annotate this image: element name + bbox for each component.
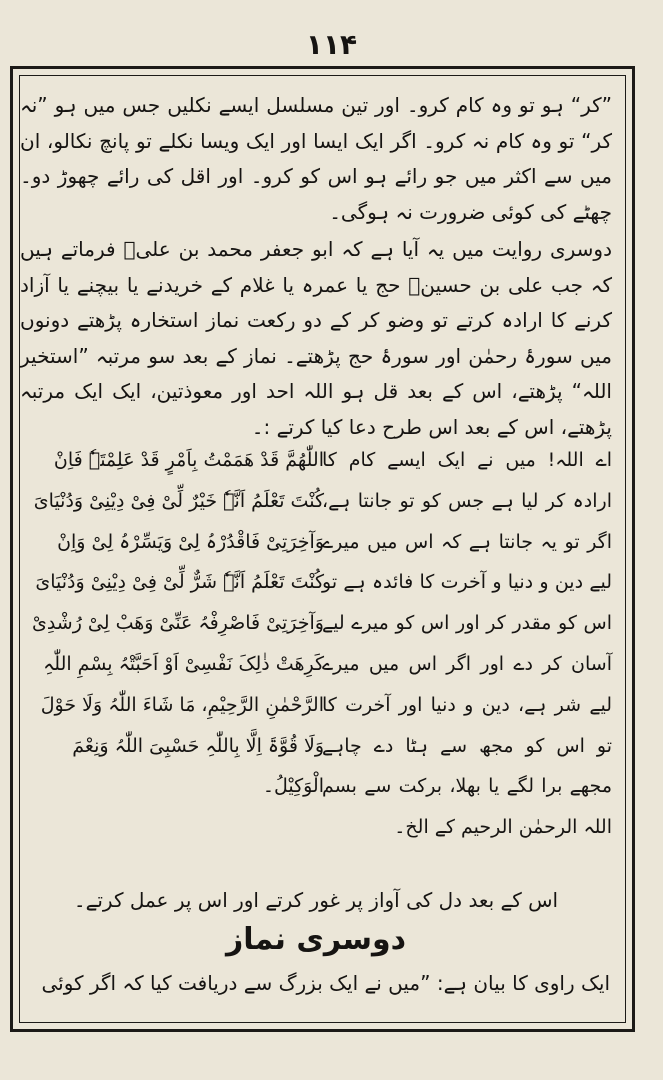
paragraph-istikhara-rule: ”کر“ ہو تو وہ کام کرو۔ اور تین مسلسل ایسے نکلیں جس میں ہو ”نہ کر“ تو وہ کام نہ کرو۔ اگر ایک ایسا اور ایک ویسا نکلے تو پانچ نکالو، ان میں سے اکثر میں جو رائے ہو اس کو کرو۔ اور اقل کی رائے چھوڑ دو۔ چھٹے کی کوئی ضرورت نہ ہوگی۔ — [20, 93, 612, 224]
paragraph-second-narration: دوسری روایت میں یہ آیا ہے کہ ابو جعفر محمد بن علیؓ فرماتے ہیں کہ جب علی بن حسینؓ حج یا عمرہ یا غلام کے خریدنے یا بیچنے یا آزاد کرنے کا ارادہ کرتے تو وضو کر کے دو رکعت نماز استخارہ پڑھتے دونوں میں سورۂ رحمٰن اور سورۂ حج پڑھتے۔ نماز کے بعد سو مرتبہ ”استخیر اللہ“ پڑھتے، اس کے بعد قل ہو اللہ احد اور معوذتین، ایک ایک مرتبہ پڑھتے، اس کے بعد اس طرح دعا کیا کرتے :۔ — [20, 237, 612, 439]
urdu-translation-text: اے اللہ! میں نے ایک ایسے کام کا ارادہ کر لیا ہے جس کو تو جانتا ہے، اگر تو یہ جانتا ہے کہ اس میں میرے لیے دین و دنیا و آخرت کا فائدہ ہے تو اس کو مقدر کر اور اس کو میرے لیے آسان کر دے اور اگر اس میں میرے لیے شر ہے، دین و دنیا اور آخرت کا تو اس کو مجھ سے ہٹا دے چاہے مجھے برا لگے یا بھلا، برکت سے بسم اللہ الرحمٰن الرحیم کے الخ۔ — [322, 449, 612, 839]
closing-line: اس کے بعد دل کی آواز پر غور کرتے اور اس پر عمل کرتے۔ — [73, 888, 559, 912]
page-number: ۱۱۴ — [305, 28, 358, 61]
arabic-dua-text: اللّٰھُمَّ قَدْ ھَمَمْتُ بِاَمْرٍ قَدْ عَلِمْتَہٗ فَاِنْ کُنْتَ تَعْلَمُ اَنَّہٗ خَیْرٌ لِّیْ فِیْ دِیْنِیْ وَدُنْیَایَ وَآخِرَتِیْ فَاقْدُرْہُ لِیْ وَیَسِّرْہُ لِیْ وَاِنْ کُنْتَ تَعْلَمُ اَنَّہٗ شَرٌّ لِّیْ فِیْ دِیْنِیْ وَدُنْیَایَ وَآخِرَتِیْ فَاصْرِفْہُ عَنِّیْ وَھَبْ لِیْ رُشْدِیْ کَرِھَتْ ذٰلِکَ نَفْسِیْ اَوْ اَحَبَّتْہُ بِسْمِ اللّٰہِ الرَّحْمٰنِ الرَّحِیْمِ، مَا شَاءَ اللّٰہُ وَلَا حَوْلَ وَلَا قُوَّۃَ اِلَّا بِاللّٰہِ حَسْبِیَ اللّٰہُ وَنِعْمَ الْوَکِیْلُ۔ — [31, 449, 324, 798]
body-text — [20, 88, 612, 445]
narrator-line: ایک راوی کا بیان ہے: ”میں نے ایک بزرگ سے دریافت کیا کہ اگر کوئی — [41, 971, 610, 995]
dua-columns — [20, 440, 612, 860]
section-heading: دوسری نماز — [225, 922, 407, 957]
